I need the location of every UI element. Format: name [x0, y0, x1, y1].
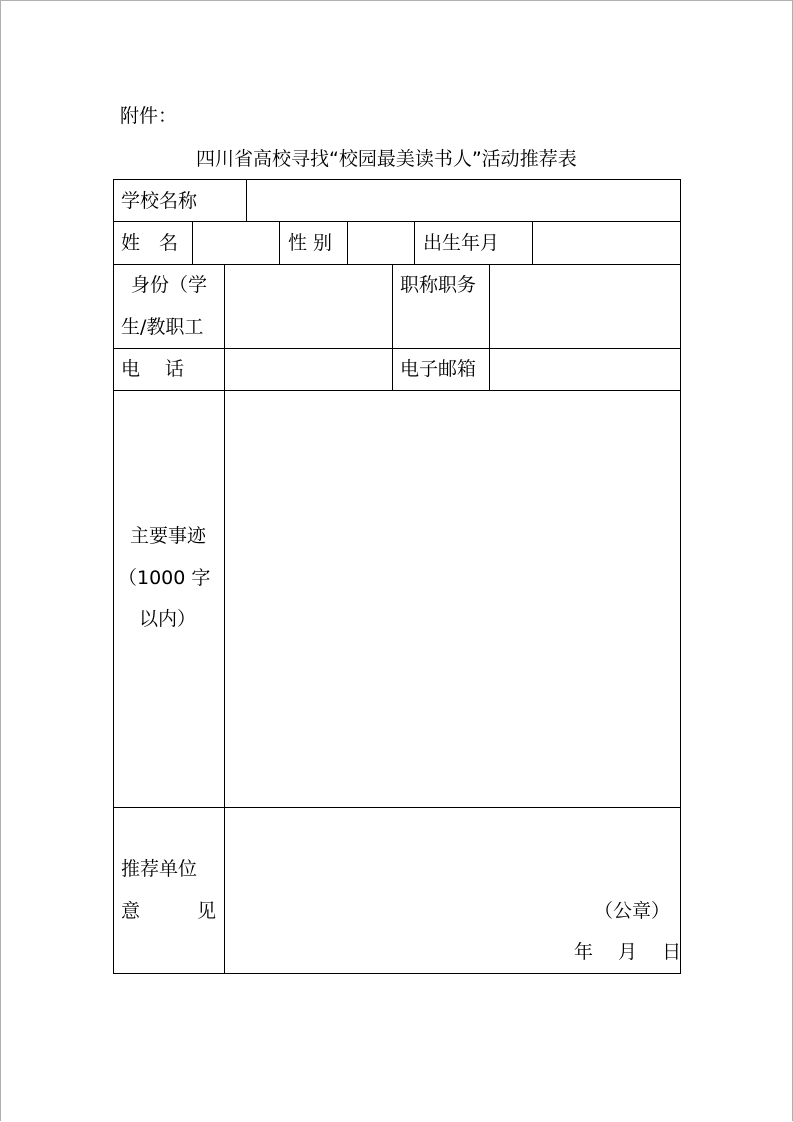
identity-label-line2: 生/教职工: [121, 316, 204, 338]
identity-field[interactable]: [225, 265, 392, 348]
deeds-label-line1: 主要事迹: [130, 525, 207, 547]
deeds-label-line2: （1000 字: [118, 567, 211, 589]
name-label: 姓 名: [121, 232, 179, 254]
name-field[interactable]: [193, 222, 279, 264]
deeds-field[interactable]: [225, 391, 680, 807]
title-position-label: 职称职务: [400, 274, 477, 296]
cell-divider: [392, 264, 393, 391]
cell-divider: [414, 221, 415, 265]
form-title: 四川省高校寻找“校园最美读书人”活动推荐表: [196, 148, 577, 170]
recommender-label-line1: 推荐单位: [121, 858, 198, 880]
school-name-field[interactable]: [247, 180, 680, 221]
phone-field[interactable]: [225, 349, 392, 390]
recommender-label-line2: 意 见: [121, 900, 217, 922]
gender-field[interactable]: [348, 222, 414, 264]
official-seal-text: （公章）: [594, 900, 671, 922]
phone-label: 电 话: [121, 358, 185, 380]
table-border-left: [113, 179, 114, 974]
gender-label: 性 别: [288, 232, 333, 254]
birth-date-label: 出生年月: [423, 232, 500, 254]
table-border-right: [680, 179, 681, 974]
school-name-label: 学校名称: [121, 190, 198, 212]
email-field[interactable]: [490, 349, 680, 390]
identity-label-line1: 身份（学: [131, 274, 208, 296]
email-label: 电子邮箱: [400, 358, 477, 380]
deeds-label-line3: 以内）: [139, 608, 197, 630]
date-placeholder: 年 月 日: [574, 941, 682, 963]
table-border-bottom: [113, 973, 681, 974]
title-position-field[interactable]: [490, 265, 680, 348]
recommender-opinion-field[interactable]: [225, 808, 680, 896]
attachment-label: 附件：: [120, 105, 178, 127]
birth-date-field[interactable]: [533, 222, 680, 264]
cell-divider: [279, 221, 280, 265]
